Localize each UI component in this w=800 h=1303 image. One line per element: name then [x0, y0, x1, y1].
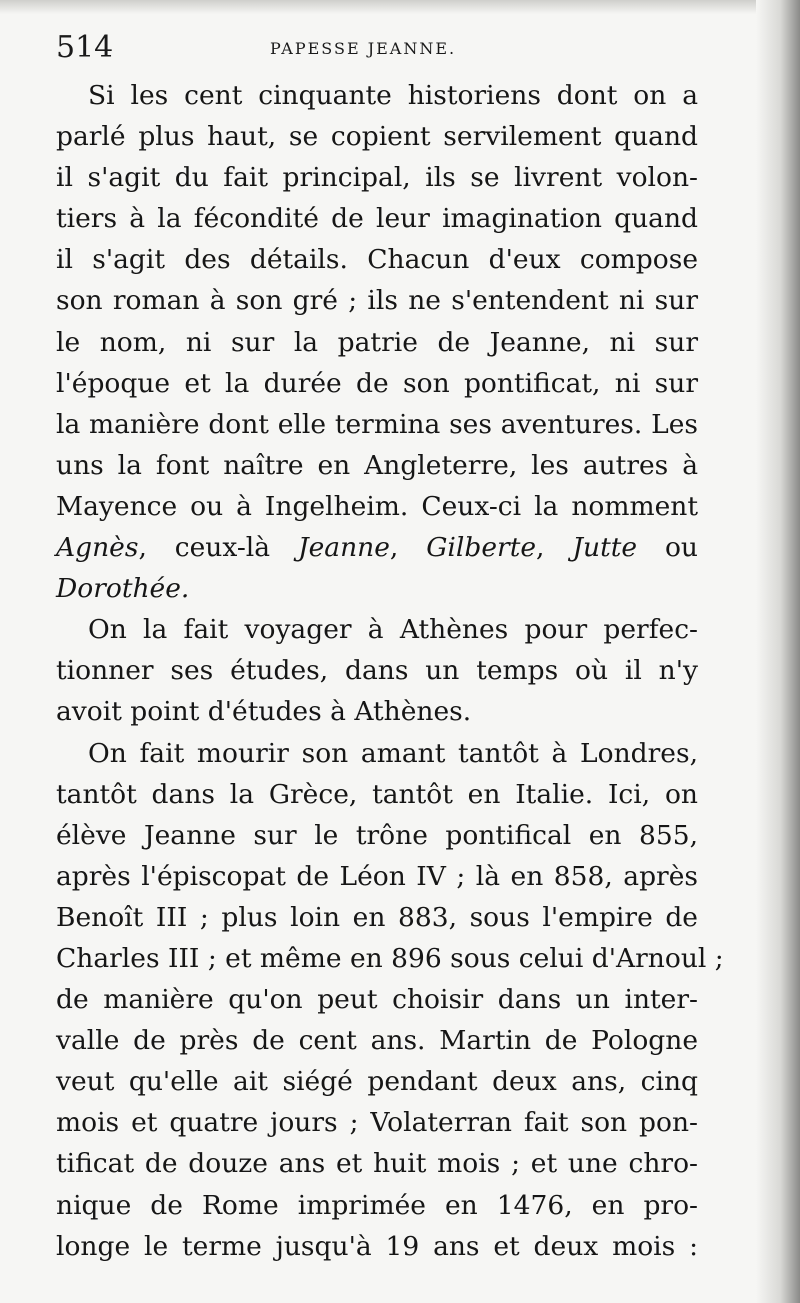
text-line: Mayence ou à Ingelheim. Ceux-ci la nomment — [56, 490, 698, 522]
text-line: On la fait voyager à Athènes pour perfec- — [88, 614, 698, 646]
text-line-names: Agnès, ceux-là Jeanne, Gilberte, Jutte ou — [56, 532, 698, 564]
page-header — [56, 28, 706, 68]
text-line: après l'épiscopat de Léon IV ; là en 858, après — [56, 860, 698, 892]
text-line: la manière dont elle termina ses aventures. Les — [56, 408, 698, 440]
text-line: Benoît III ; plus loin en 883, sous l'empire de — [56, 901, 698, 933]
text-line — [56, 568, 698, 609]
text-line: l'époque et la durée de son pontificat, ni sur — [56, 367, 698, 399]
page-gutter-shadow — [756, 0, 800, 1303]
text-line: nique de Rome imprimée en 1476, en pro- — [56, 1189, 698, 1221]
page-top-edge — [0, 0, 800, 14]
name-agnes: Agnès — [56, 532, 139, 564]
text-line: parlé plus haut, se copient servilement quand — [56, 121, 698, 153]
text-line: Charles III ; et même en 896 sous celui d'Arnoul ; — [56, 942, 724, 974]
text-line: tantôt dans la Grèce, tantôt en Italie. Ici, on — [56, 778, 698, 810]
text-line: le nom, ni sur la patrie de Jeanne, ni sur — [56, 326, 698, 358]
text-line: longe le terme jusqu'à 19 ans et deux mois : — [56, 1230, 698, 1262]
name-dorothee: Dorothée. — [56, 573, 190, 605]
text-line: Si les cent cinquante historiens dont on a — [88, 80, 698, 111]
text-line: avoit point d'études à Athènes. — [56, 696, 472, 728]
text-line: uns la font naître en Angleterre, les autres à — [56, 449, 698, 481]
name-jeanne: Jeanne — [298, 532, 390, 564]
text-line: il s'agit du fait principal, ils se livrent volon- — [56, 162, 698, 194]
name-gilberte: Gilberte — [426, 532, 537, 564]
running-head: PAPESSE JEANNE. — [270, 39, 457, 58]
text-line: tionner ses études, dans un temps où il n'y — [56, 655, 698, 687]
text-line: valle de près de cent ans. Martin de Pologne — [56, 1025, 698, 1057]
name-jutte: Jutte — [572, 532, 638, 564]
body-text — [56, 75, 724, 1267]
text-line: son roman à son gré ; ils ne s'entendent ni sur — [56, 285, 698, 317]
text-line: tiers à la fécondité de leur imagination quand — [56, 203, 698, 235]
text-line: élève Jeanne sur le trône pontifical en 855, — [56, 819, 698, 851]
text-line: mois et quatre jours ; Volaterran fait son pon- — [56, 1107, 698, 1139]
text-line: de manière qu'on peut choisir dans un inter- — [56, 984, 698, 1016]
page-number: 514 — [56, 30, 114, 65]
text-line: veut qu'elle ait siégé pendant deux ans, cinq — [56, 1066, 698, 1098]
text-line: On fait mourir son amant tantôt à Londres, — [88, 737, 698, 769]
text-line: tificat de douze ans et huit mois ; et une chro- — [56, 1148, 698, 1180]
text-line: il s'agit des détails. Chacun d'eux compose — [56, 244, 698, 276]
